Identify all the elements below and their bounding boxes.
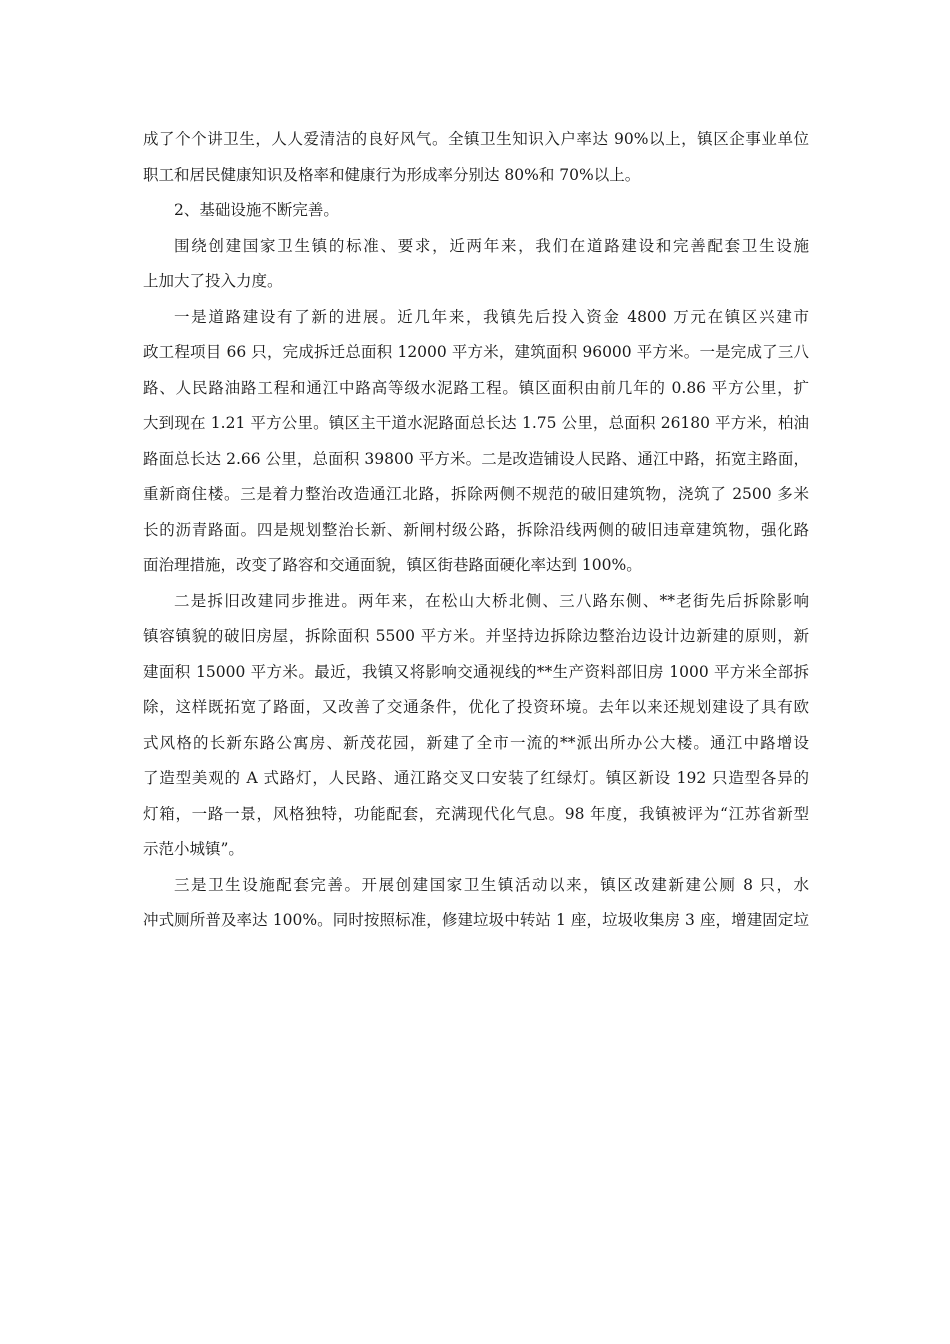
text-line: 一是道路建设有了新的进展。近几年来，我镇先后投入资金 4800 万元在镇区兴建市	[174, 307, 809, 326]
text-line: 上加大了投入力度。	[143, 272, 283, 290]
text-line: 二是拆旧改建同步推进。两年来，在松山大桥北侧、三八路东侧、**老街先后拆除影响	[174, 591, 809, 610]
text-line: 除，这样既拓宽了路面，又改善了交通条件，优化了投资环境。去年以来还规划建设了具有欧	[143, 698, 809, 716]
section-heading: 2、基础设施不断完善。	[174, 201, 339, 219]
text-line: 长的沥青路面。四是规划整治长新、新闸村级公路，拆除沿线两侧的破旧违章建筑物，强化路	[143, 520, 809, 539]
text-line: 冲式厕所普及率达 100%。同时按照标准，修建垃圾中转站 1 座，垃圾收集房 3 座，增建固定垃	[143, 911, 809, 929]
text-line: 灯箱，一路一景，风格独特，功能配套，充满现代化气息。98 年度，我镇被评为“江苏省新型	[143, 804, 809, 823]
text-line: 示范小城镇”。	[143, 840, 244, 858]
text-line: 了造型美观的 A 式路灯，人民路、通江路交叉口安装了红绿灯。镇区新设 192 只造型各异的	[143, 769, 809, 787]
text-line: 政工程项目 66 只，完成拆迁总面积 12000 平方米，建筑面积 96000 平方米。一是完成了三八	[143, 343, 809, 361]
text-line: 面治理措施，改变了路容和交通面貌，镇区街巷路面硬化率达到 100%。	[143, 556, 642, 574]
document-body	[143, 122, 809, 939]
text-line: 建面积 15000 平方米。最近，我镇又将影响交通视线的**生产资料部旧房 1000 平方米全部拆	[143, 662, 809, 681]
text-line: 职工和居民健康知识及格率和健康行为形成率分别达 80%和 70%以上。	[143, 165, 641, 184]
text-line: 成了个个讲卫生，人人爱清洁的良好风气。全镇卫生知识入户率达 90%以上，镇区企事业单位	[143, 130, 809, 148]
text-line: 围绕创建国家卫生镇的标准、要求，近两年来，我们在道路建设和完善配套卫生设施	[174, 236, 809, 255]
text-line: 路面总长达 2.66 公里，总面积 39800 平方米。二是改造铺设人民路、通江中路，拓宽主路面，	[143, 449, 809, 468]
text-line: 大到现在 1.21 平方公里。镇区主干道水泥路面总长达 1.75 公里，总面积 26180 平方米，柏油	[143, 414, 809, 432]
text-line: 式风格的长新东路公寓房、新茂花园，新建了全市一流的**派出所办公大楼。通江中路增设	[143, 733, 809, 752]
text-line: 镇容镇貌的破旧房屋，拆除面积 5500 平方米。并坚持边拆除边整治边设计边新建的原则，新	[143, 627, 809, 645]
text-line: 路、人民路油路工程和通江中路高等级水泥路工程。镇区面积由前几年的 0.86 平方公里，扩	[143, 378, 809, 397]
text-line: 三是卫生设施配套完善。开展创建国家卫生镇活动以来，镇区改建新建公厕 8 只，水	[174, 875, 809, 894]
text-line: 重新商住楼。三是着力整治改造通江北路，拆除两侧不规范的破旧建筑物，浇筑了 2500 多米	[143, 485, 809, 503]
